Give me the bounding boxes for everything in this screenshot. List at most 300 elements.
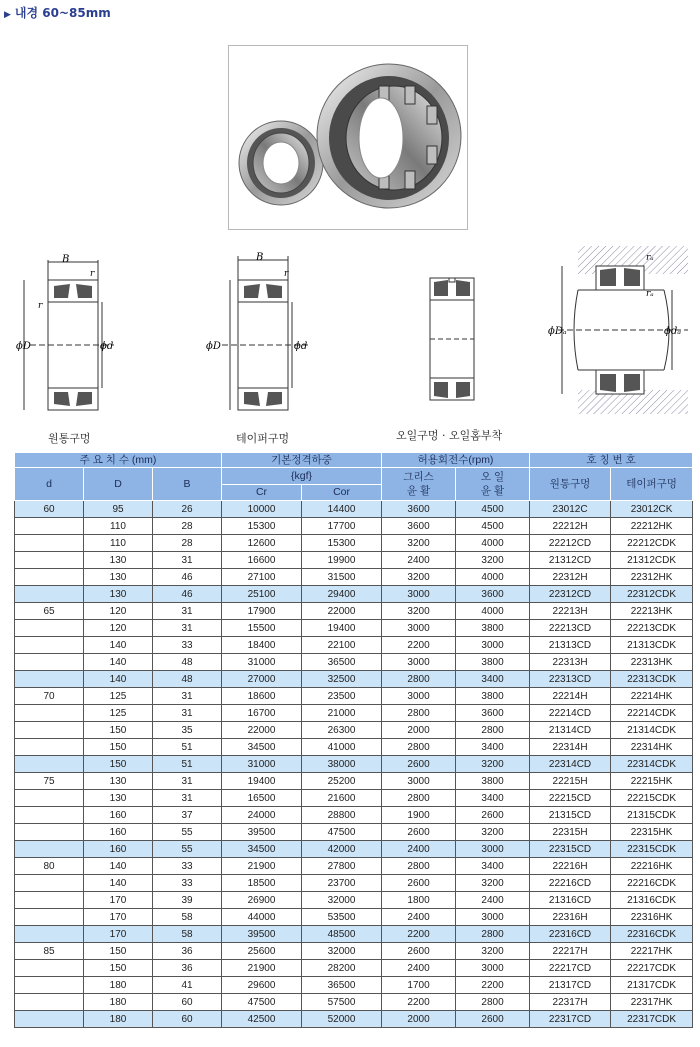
table-row xyxy=(15,773,693,790)
cell-g: 3000 xyxy=(382,586,456,603)
cell-cyl: 22212H xyxy=(530,518,611,535)
cell-g: 3600 xyxy=(382,501,456,518)
cell-D: 130 xyxy=(84,569,153,586)
cell-D: 140 xyxy=(84,654,153,671)
table-row xyxy=(15,756,693,773)
cell-B: 28 xyxy=(153,518,222,535)
cell-Cr: 27100 xyxy=(222,569,302,586)
cell-tap: 22215CDK xyxy=(611,790,693,807)
table-row xyxy=(15,552,693,569)
header-grease-2: 윤 활 xyxy=(406,485,431,497)
cell-g: 2000 xyxy=(382,1011,456,1028)
cell-cyl: 22317H xyxy=(530,994,611,1011)
cell-D: 125 xyxy=(84,688,153,705)
cell-cyl: 22215CD xyxy=(530,790,611,807)
cell-Cr: 12600 xyxy=(222,535,302,552)
cell-D: 170 xyxy=(84,892,153,909)
cell-Cr: 25100 xyxy=(222,586,302,603)
cell-g: 2600 xyxy=(382,875,456,892)
header-oil-1: 오 일 xyxy=(480,471,505,483)
cell-tap: 22316CDK xyxy=(611,926,693,943)
cell-tap: 21316CDK xyxy=(611,892,693,909)
cell-g: 2600 xyxy=(382,943,456,960)
cell-cyl: 22312CD xyxy=(530,586,611,603)
spec-table-body xyxy=(15,501,693,1028)
header-grease-1: 그리스 xyxy=(403,471,434,483)
cell-D: 95 xyxy=(84,501,153,518)
bearing-photo-art xyxy=(229,46,467,229)
cell-g: 3200 xyxy=(382,569,456,586)
cell-Cr: 47500 xyxy=(222,994,302,1011)
mounting-dimensions-diagram xyxy=(548,240,692,420)
cell-g: 2800 xyxy=(382,790,456,807)
cell-cyl: 22214CD xyxy=(530,705,611,722)
cell-Cr: 25600 xyxy=(222,943,302,960)
cell-Cor: 17700 xyxy=(302,518,382,535)
cell-Cor: 42000 xyxy=(302,841,382,858)
cell-tap: 22212CDK xyxy=(611,535,693,552)
cell-Cor: 57500 xyxy=(302,994,382,1011)
cell-cyl: 22212CD xyxy=(530,535,611,552)
cell-tap: 22216CDK xyxy=(611,875,693,892)
cell-g: 2800 xyxy=(382,705,456,722)
page-title xyxy=(4,4,111,21)
cell-cyl: 22313H xyxy=(530,654,611,671)
cell-o: 3000 xyxy=(456,960,530,977)
cell-d: 65 xyxy=(15,603,84,620)
table-row xyxy=(15,671,693,688)
cell-cyl: 21313CD xyxy=(530,637,611,654)
cell-g: 2800 xyxy=(382,739,456,756)
table-row xyxy=(15,1011,693,1028)
cell-Cr: 44000 xyxy=(222,909,302,926)
cell-tap: 22313HK xyxy=(611,654,693,671)
cell-Cor: 21600 xyxy=(302,790,382,807)
cell-Cor: 14400 xyxy=(302,501,382,518)
cell-D: 120 xyxy=(84,603,153,620)
cell-cyl: 21312CD xyxy=(530,552,611,569)
cell-g: 3000 xyxy=(382,688,456,705)
cell-D: 110 xyxy=(84,535,153,552)
cell-B: 31 xyxy=(153,705,222,722)
dim-label-r-2: r xyxy=(38,301,43,311)
caption-cylindrical-bore: 원통구멍 xyxy=(48,432,91,445)
cell-d: 60 xyxy=(15,501,84,518)
cell-tap: 21312CDK xyxy=(611,552,693,569)
cell-B: 51 xyxy=(153,756,222,773)
cell-D: 130 xyxy=(84,586,153,603)
cell-Cor: 21000 xyxy=(302,705,382,722)
cell-Cr: 31000 xyxy=(222,756,302,773)
cell-tap: 22317HK xyxy=(611,994,693,1011)
table-row xyxy=(15,858,693,875)
cell-o: 3400 xyxy=(456,739,530,756)
header-D: D xyxy=(84,468,153,501)
cell-Cor: 41000 xyxy=(302,739,382,756)
cell-d xyxy=(15,909,84,926)
cell-g: 2600 xyxy=(382,756,456,773)
dim-label-B-taper: B xyxy=(256,252,264,263)
cell-D: 140 xyxy=(84,858,153,875)
cell-B: 41 xyxy=(153,977,222,994)
cell-g: 2200 xyxy=(382,637,456,654)
cell-o: 4000 xyxy=(456,569,530,586)
cell-tap: 22312CDK xyxy=(611,586,693,603)
page-title-text: 내경 60~85mm xyxy=(14,6,111,20)
cell-o: 3400 xyxy=(456,858,530,875)
cell-tap: 22316HK xyxy=(611,909,693,926)
cell-tap: 21317CDK xyxy=(611,977,693,994)
cell-o: 4000 xyxy=(456,535,530,552)
cell-Cor: 22000 xyxy=(302,603,382,620)
cell-D: 150 xyxy=(84,756,153,773)
cell-Cr: 16500 xyxy=(222,790,302,807)
cell-o: 2800 xyxy=(456,722,530,739)
cell-cyl: 22316H xyxy=(530,909,611,926)
cell-tap: 22215HK xyxy=(611,773,693,790)
cell-g: 2600 xyxy=(382,824,456,841)
cell-Cr: 18600 xyxy=(222,688,302,705)
cell-Cr: 42500 xyxy=(222,1011,302,1028)
dim-label-phiD-taper: ϕD xyxy=(206,341,221,352)
cell-tap: 22315CDK xyxy=(611,841,693,858)
cell-Cr: 34500 xyxy=(222,739,302,756)
cell-B: 58 xyxy=(153,926,222,943)
cell-d xyxy=(15,705,84,722)
cell-cyl: 22315H xyxy=(530,824,611,841)
cell-Cr: 39500 xyxy=(222,824,302,841)
cell-tap: 23012CK xyxy=(611,501,693,518)
cell-Cor: 31500 xyxy=(302,569,382,586)
cell-Cor: 36500 xyxy=(302,977,382,994)
cell-g: 2400 xyxy=(382,960,456,977)
header-cyl: 원통구멍 xyxy=(530,468,611,501)
cell-d xyxy=(15,671,84,688)
cell-o: 3200 xyxy=(456,756,530,773)
cell-D: 130 xyxy=(84,552,153,569)
cell-B: 46 xyxy=(153,586,222,603)
cell-D: 160 xyxy=(84,824,153,841)
dim-label-B: B xyxy=(62,254,70,265)
cell-o: 3800 xyxy=(456,688,530,705)
cell-Cr: 17900 xyxy=(222,603,302,620)
cell-cyl: 21317CD xyxy=(530,977,611,994)
caption-tapered-bore: 테이퍼구멍 xyxy=(236,432,290,445)
oil-hole-diagram xyxy=(410,270,490,420)
cell-Cr: 24000 xyxy=(222,807,302,824)
cell-tap: 22216HK xyxy=(611,858,693,875)
cell-tap: 22214HK xyxy=(611,688,693,705)
cell-cyl: 21315CD xyxy=(530,807,611,824)
cell-Cr: 27000 xyxy=(222,671,302,688)
cell-D: 180 xyxy=(84,994,153,1011)
cell-cyl: 22213H xyxy=(530,603,611,620)
cell-B: 31 xyxy=(153,603,222,620)
cell-tap: 22217CDK xyxy=(611,960,693,977)
header-row-2 xyxy=(15,468,693,485)
cell-B: 48 xyxy=(153,671,222,688)
cell-d xyxy=(15,756,84,773)
cell-tap: 22313CDK xyxy=(611,671,693,688)
header-load-unit: {kgf} xyxy=(222,468,382,485)
table-row xyxy=(15,875,693,892)
table-row xyxy=(15,688,693,705)
table-row xyxy=(15,841,693,858)
cell-B: 33 xyxy=(153,858,222,875)
table-row xyxy=(15,943,693,960)
cell-tap: 22212HK xyxy=(611,518,693,535)
cell-Cr: 15300 xyxy=(222,518,302,535)
cell-tap: 22312HK xyxy=(611,569,693,586)
dim-label-r: r xyxy=(90,269,95,279)
table-row xyxy=(15,824,693,841)
cell-d xyxy=(15,637,84,654)
cell-Cr: 39500 xyxy=(222,926,302,943)
cell-tap: 22214CDK xyxy=(611,705,693,722)
cell-Cr: 18500 xyxy=(222,875,302,892)
table-row xyxy=(15,518,693,535)
cell-Cor: 32000 xyxy=(302,892,382,909)
dim-label-Da: ϕDₐ xyxy=(548,326,567,337)
table-row xyxy=(15,960,693,977)
cell-D: 140 xyxy=(84,671,153,688)
cell-tap: 22317CDK xyxy=(611,1011,693,1028)
cell-tap: 21315CDK xyxy=(611,807,693,824)
cell-g: 2400 xyxy=(382,909,456,926)
cell-g: 2400 xyxy=(382,841,456,858)
cell-o: 3000 xyxy=(456,637,530,654)
cell-Cr: 21900 xyxy=(222,858,302,875)
cell-d: 85 xyxy=(15,943,84,960)
cell-d xyxy=(15,552,84,569)
cell-o: 3200 xyxy=(456,875,530,892)
cell-cyl: 22313CD xyxy=(530,671,611,688)
cell-Cor: 23500 xyxy=(302,688,382,705)
table-row xyxy=(15,654,693,671)
table-row xyxy=(15,501,693,518)
cell-g: 2400 xyxy=(382,552,456,569)
cell-D: 170 xyxy=(84,926,153,943)
cell-B: 26 xyxy=(153,501,222,518)
cell-D: 140 xyxy=(84,637,153,654)
cell-B: 36 xyxy=(153,943,222,960)
cell-o: 3200 xyxy=(456,943,530,960)
cell-o: 3800 xyxy=(456,620,530,637)
cell-cyl: 22312H xyxy=(530,569,611,586)
cell-tap: 22315HK xyxy=(611,824,693,841)
cell-D: 180 xyxy=(84,977,153,994)
cell-Cr: 18400 xyxy=(222,637,302,654)
cell-D: 125 xyxy=(84,705,153,722)
cell-g: 2200 xyxy=(382,994,456,1011)
header-Cr: Cr xyxy=(222,484,302,501)
cell-d xyxy=(15,586,84,603)
cell-o: 3000 xyxy=(456,909,530,926)
cell-Cr: 15500 xyxy=(222,620,302,637)
cell-cyl: 22216H xyxy=(530,858,611,875)
bearing-photo xyxy=(228,45,468,230)
cell-tap: 21313CDK xyxy=(611,637,693,654)
cell-D: 170 xyxy=(84,909,153,926)
dim-label-phiD: ϕD xyxy=(16,341,31,352)
cell-cyl: 22315CD xyxy=(530,841,611,858)
cell-g: 1900 xyxy=(382,807,456,824)
cell-o: 3400 xyxy=(456,671,530,688)
header-taper: 테이퍼구멍 xyxy=(611,468,693,501)
dim-label-da: ϕdₐ xyxy=(664,326,681,337)
cell-B: 58 xyxy=(153,909,222,926)
dim-label-ra-2: rₐ xyxy=(646,289,654,299)
cell-tap: 22217HK xyxy=(611,943,693,960)
cell-D: 150 xyxy=(84,739,153,756)
cell-B: 51 xyxy=(153,739,222,756)
cell-cyl: 22214H xyxy=(530,688,611,705)
cell-Cor: 52000 xyxy=(302,1011,382,1028)
table-row xyxy=(15,705,693,722)
cell-D: 150 xyxy=(84,722,153,739)
cell-cyl: 21316CD xyxy=(530,892,611,909)
triangle-bullet-icon: ▶ xyxy=(4,10,11,20)
header-designation: 호 칭 번 호 xyxy=(530,453,693,468)
cell-B: 35 xyxy=(153,722,222,739)
dim-label-phid: ϕd xyxy=(100,341,114,352)
cell-Cr: 31000 xyxy=(222,654,302,671)
cell-d xyxy=(15,518,84,535)
cell-o: 3800 xyxy=(456,654,530,671)
cell-g: 3000 xyxy=(382,773,456,790)
header-oil xyxy=(456,468,530,501)
cell-cyl: 22215H xyxy=(530,773,611,790)
header-d: d xyxy=(15,468,84,501)
dim-label-r-taper: r xyxy=(284,269,289,279)
table-row xyxy=(15,807,693,824)
cell-Cor: 23700 xyxy=(302,875,382,892)
cell-g: 3000 xyxy=(382,654,456,671)
cell-g: 1800 xyxy=(382,892,456,909)
cell-cyl: 21314CD xyxy=(530,722,611,739)
table-row xyxy=(15,977,693,994)
cell-d xyxy=(15,1011,84,1028)
cell-o: 4500 xyxy=(456,501,530,518)
cell-o: 2800 xyxy=(456,926,530,943)
cell-Cr: 19400 xyxy=(222,773,302,790)
header-oil-2: 윤 활 xyxy=(480,485,505,497)
cell-B: 60 xyxy=(153,994,222,1011)
table-row xyxy=(15,535,693,552)
table-row xyxy=(15,994,693,1011)
cell-Cr: 16700 xyxy=(222,705,302,722)
cell-cyl: 22316CD xyxy=(530,926,611,943)
tapered-bore-diagram xyxy=(200,250,320,420)
cell-g: 2800 xyxy=(382,671,456,688)
cell-Cr: 22000 xyxy=(222,722,302,739)
cell-Cor: 25200 xyxy=(302,773,382,790)
cell-B: 31 xyxy=(153,552,222,569)
cell-o: 3000 xyxy=(456,841,530,858)
cell-o: 3200 xyxy=(456,824,530,841)
cell-B: 31 xyxy=(153,790,222,807)
cell-g: 2000 xyxy=(382,722,456,739)
cell-Cor: 38000 xyxy=(302,756,382,773)
cell-D: 150 xyxy=(84,960,153,977)
cell-Cor: 47500 xyxy=(302,824,382,841)
cell-tap: 21314CDK xyxy=(611,722,693,739)
cell-Cr: 29600 xyxy=(222,977,302,994)
cell-d xyxy=(15,824,84,841)
dim-label-ra: rₐ xyxy=(646,253,654,263)
cell-B: 31 xyxy=(153,620,222,637)
cell-d xyxy=(15,807,84,824)
cell-B: 36 xyxy=(153,960,222,977)
cell-d xyxy=(15,535,84,552)
table-row xyxy=(15,892,693,909)
cell-B: 48 xyxy=(153,654,222,671)
cell-o: 2600 xyxy=(456,1011,530,1028)
cell-cyl: 22317CD xyxy=(530,1011,611,1028)
cell-d xyxy=(15,722,84,739)
cell-B: 31 xyxy=(153,773,222,790)
cell-d xyxy=(15,892,84,909)
cell-Cr: 26900 xyxy=(222,892,302,909)
cell-o: 3200 xyxy=(456,552,530,569)
cell-Cor: 32000 xyxy=(302,943,382,960)
cell-D: 160 xyxy=(84,841,153,858)
dim-label-phid-taper: ϕd xyxy=(294,341,308,352)
cell-d xyxy=(15,960,84,977)
cell-d xyxy=(15,654,84,671)
table-row xyxy=(15,569,693,586)
cell-g: 2800 xyxy=(382,858,456,875)
cell-cyl: 22217CD xyxy=(530,960,611,977)
cell-B: 39 xyxy=(153,892,222,909)
cell-B: 28 xyxy=(153,535,222,552)
header-main-dims: 주 요 치 수 (mm) xyxy=(15,453,222,468)
cell-d xyxy=(15,739,84,756)
cell-Cor: 19900 xyxy=(302,552,382,569)
cell-o: 3400 xyxy=(456,790,530,807)
cell-D: 110 xyxy=(84,518,153,535)
cell-d: 80 xyxy=(15,858,84,875)
table-row xyxy=(15,586,693,603)
cell-g: 3200 xyxy=(382,535,456,552)
cell-tap: 22213HK xyxy=(611,603,693,620)
cell-D: 180 xyxy=(84,1011,153,1028)
header-speed: 허용회전수(rpm) xyxy=(382,453,530,468)
cylindrical-bore-diagram xyxy=(10,250,120,420)
cell-B: 55 xyxy=(153,824,222,841)
cell-Cor: 15300 xyxy=(302,535,382,552)
cell-Cor: 19400 xyxy=(302,620,382,637)
cell-Cor: 22100 xyxy=(302,637,382,654)
cell-o: 4000 xyxy=(456,603,530,620)
cell-o: 2400 xyxy=(456,892,530,909)
cell-tap: 22314CDK xyxy=(611,756,693,773)
cell-Cor: 27800 xyxy=(302,858,382,875)
cell-o: 2800 xyxy=(456,994,530,1011)
cell-o: 4500 xyxy=(456,518,530,535)
header-Cor: Cor xyxy=(302,484,382,501)
table-row xyxy=(15,637,693,654)
table-row xyxy=(15,926,693,943)
cell-Cor: 29400 xyxy=(302,586,382,603)
cell-tap: 22314HK xyxy=(611,739,693,756)
table-row xyxy=(15,739,693,756)
cell-Cr: 21900 xyxy=(222,960,302,977)
caption-oil-hole: 오일구멍 · 오일홈부착 xyxy=(396,429,503,442)
cell-cyl: 22217H xyxy=(530,943,611,960)
spec-table xyxy=(14,452,693,1028)
cell-o: 2600 xyxy=(456,807,530,824)
